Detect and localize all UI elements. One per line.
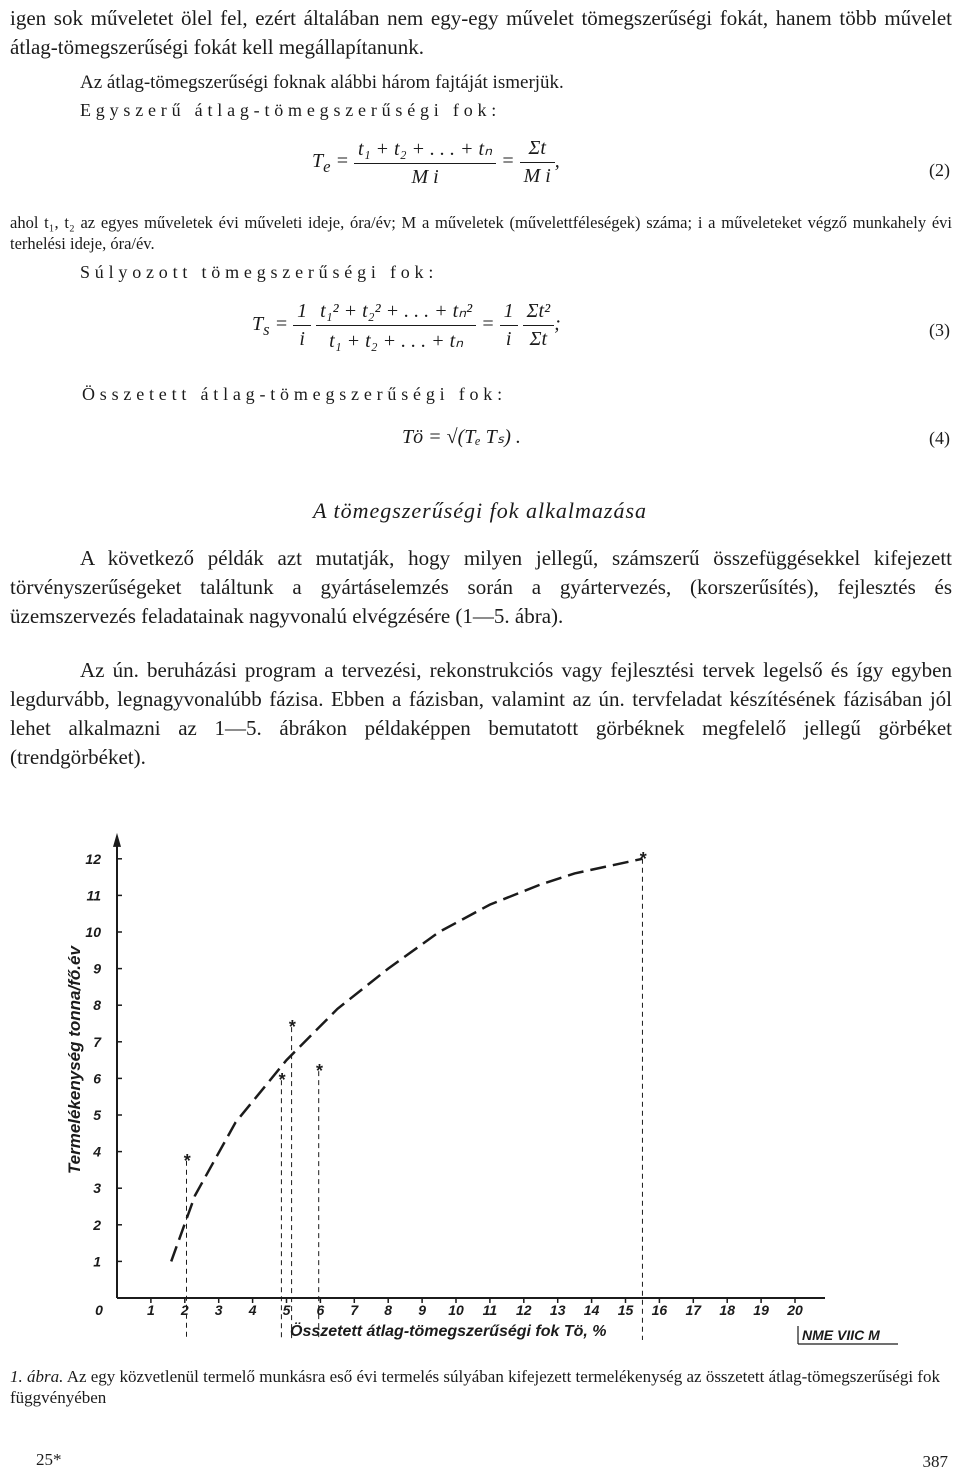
equation-2: $T_e$ = $\frac{\text{t₁ + t₂ + . . . + tₙ}}{\text{M i}}$ = $\frac{\Sigma t}{\text{M i}}$ , bbox=[312, 137, 560, 188]
paragraph-where: ahol t₁, t₂ az egyes műveletek évi műveleti ideje, óra/év; M a műveletek (művelettféleségek) száma; i a műveleteket végző munkahely évi terhelési ideje, óra/év. bbox=[10, 213, 952, 253]
y-tick-label: 2 bbox=[93, 1216, 101, 1233]
eq2-fraction-2 bbox=[520, 137, 555, 188]
subheading-combined: Összetett átlag-tömegszerűségi fok: bbox=[82, 384, 507, 404]
eq2-fraction bbox=[354, 136, 496, 189]
y-tick-label: 12 bbox=[85, 850, 101, 867]
paragraph-intro: igen sok műveletet ölel fel, ezért általában nem egy-egy művelet tömegszerűségi fokát, hanem több művelet átlag-tömegszerűségi fokát kell megállapítanunk. bbox=[10, 6, 952, 59]
eq2-numerator-2: Σt bbox=[520, 137, 555, 163]
chart-curve bbox=[171, 859, 642, 1262]
x-tick-label: 8 bbox=[384, 1302, 393, 1318]
equation-4: Tö = √(Tₑ Tₛ) . bbox=[402, 426, 521, 448]
data-point-star: * bbox=[182, 1150, 191, 1171]
x-tick-label: 2 bbox=[180, 1302, 189, 1318]
eq2-denominator-2: M i bbox=[523, 165, 551, 187]
y-tick-label: 8 bbox=[93, 997, 101, 1014]
data-point-star: * bbox=[288, 1017, 296, 1038]
x-tick-label: 3 bbox=[214, 1302, 223, 1318]
eq3-numerator: t₁² + t₂² + . . . + tₙ² bbox=[316, 298, 476, 326]
subheading-weighted: Súlyozott tömegszerűségi fok: bbox=[80, 262, 439, 282]
caption-text: Az egy közvetlenül termelő munkásra eső évi termelés súlyában kifejezett termelékenység az összetett átlag-tömegszerűségi fok függvényében bbox=[10, 1367, 940, 1407]
page-number: 387 bbox=[922, 1452, 948, 1471]
trend-curve bbox=[171, 859, 642, 1262]
eq2-numerator: t₁ + t₂ + . . . + tₙ bbox=[354, 136, 496, 164]
eq3-coef-1-num: 1 bbox=[293, 300, 311, 326]
x-tick-label: 0 bbox=[95, 1302, 103, 1318]
x-tick-label: 17 bbox=[685, 1302, 702, 1318]
x-axis-label: Összetett átlag-tömegszerűségi fok Tö, % bbox=[290, 1323, 607, 1340]
eq3-coef-1-den: i bbox=[299, 328, 305, 350]
eq3-lhs-sub: s bbox=[263, 320, 270, 340]
x-tick-label: 7 bbox=[350, 1302, 359, 1318]
paragraph-types: Az átlag-tömegszerűségi foknak alábbi három fajtáját ismerjük. bbox=[80, 72, 564, 93]
y-tick-label: 4 bbox=[93, 1143, 101, 1160]
x-tick-label: 6 bbox=[316, 1302, 325, 1318]
equation-number-3: (3) bbox=[929, 320, 950, 340]
y-tick-label: 5 bbox=[93, 1107, 101, 1123]
y-tick-label: 3 bbox=[93, 1180, 101, 1197]
y-tick-label: 10 bbox=[85, 924, 101, 940]
x-tick-label: 16 bbox=[651, 1302, 668, 1318]
y-tick-label: 11 bbox=[86, 887, 101, 904]
data-point-star: * bbox=[277, 1070, 285, 1091]
x-tick-label: 10 bbox=[448, 1302, 464, 1318]
stamp-label: NME VIIC M bbox=[802, 1327, 880, 1343]
chart-labels bbox=[65, 848, 898, 1344]
x-tick-label: 12 bbox=[516, 1302, 532, 1318]
eq3-coef-2 bbox=[500, 300, 518, 351]
productivity-chart bbox=[0, 800, 960, 1360]
y-tick-label: 9 bbox=[93, 960, 101, 977]
section-heading: A tömegszerűségi fok alkalmazása bbox=[312, 498, 648, 523]
x-tick-label: 15 bbox=[617, 1302, 634, 1318]
eq3-numerator-2: Σt² bbox=[523, 300, 554, 326]
eq3-denominator: t₁ + t₂ + . . . + tₙ bbox=[329, 330, 464, 352]
y-tick-label: 7 bbox=[93, 1033, 101, 1050]
x-tick-label: 20 bbox=[787, 1302, 803, 1318]
equation-3: $T_s$ = $\frac{1}{i}$ $\frac{\text{t₁² + t₂² + . . . + tₙ²}}{\text{t₁ + t₂ + . . . + tₙ}}$ = $\frac{1}{i}$ $\frac{\text{Σt²}}{\Sigma t}$ ; bbox=[252, 300, 561, 352]
x-tick-label: 18 bbox=[719, 1302, 735, 1318]
eq3-coef-2-num: 1 bbox=[500, 300, 518, 326]
x-tick-label: 14 bbox=[583, 1302, 600, 1318]
x-tick-label: 13 bbox=[549, 1302, 566, 1318]
x-tick-label: 5 bbox=[282, 1302, 291, 1318]
eq3-coef-2-den: i bbox=[505, 328, 512, 350]
x-tick-label: 11 bbox=[482, 1302, 498, 1318]
x-tick-label: 9 bbox=[418, 1302, 426, 1318]
eq3-fraction bbox=[316, 298, 476, 353]
y-tick-label: 6 bbox=[93, 1070, 101, 1087]
eq2-lhs: T bbox=[312, 150, 324, 173]
eq3-lhs: T bbox=[252, 313, 264, 336]
equation-number-4: (4) bbox=[929, 428, 950, 448]
x-tick-label: 4 bbox=[248, 1302, 257, 1318]
eq3-fraction-2 bbox=[523, 300, 554, 351]
footer-signature: 25* bbox=[36, 1450, 62, 1469]
eq3-denominator-2: Σt bbox=[529, 328, 548, 350]
paragraph-investment: Az ún. beruházási program a tervezési, rekonstrukciós vagy fejlesztési tervek legelső és így egyben legdurvább, legnagyvonalúbb fázisa. Ebben a fázisban, valamint az ún. tervfeladat készítésének fázisában jól lehet alkalmazni az 1—5. ábrákon példaképpen bemutatott görbéknek megfelelő jellegű görbéket (trendgörbéket). bbox=[10, 658, 952, 769]
subheading-simple: Egyszerű átlag-tömegszerűségi fok: bbox=[80, 100, 502, 120]
caption-label: 1. ábra. bbox=[10, 1367, 64, 1386]
y-axis-arrow bbox=[113, 833, 121, 847]
x-tick-label: 19 bbox=[753, 1302, 769, 1318]
y-axis-label: Termelékenység tonna/fő.év bbox=[65, 946, 84, 1175]
chart-points bbox=[183, 849, 647, 1171]
y-tick-label: 1 bbox=[93, 1253, 101, 1270]
eq2-lhs-sub: e bbox=[323, 157, 331, 177]
eq3-coef-1 bbox=[293, 300, 311, 351]
eq2-denominator: M i bbox=[411, 166, 439, 188]
chart-guide-lines bbox=[186, 859, 642, 1340]
figure-caption bbox=[10, 1366, 955, 1408]
data-point-star: * bbox=[315, 1061, 323, 1082]
equation-number-2: (2) bbox=[929, 160, 950, 180]
paragraph-examples: A következő példák azt mutatják, hogy milyen jellegű, számszerű összefüggésekkel kifejezett törvényszerűségeket találtunk a gyártáselemzés során a gyártervezés, (korszerűsítés), fejlesztés és üzemszervezés feladatainak nagyvonalú elvégzésére (1—5. ábra). bbox=[10, 546, 952, 628]
data-point-star: * bbox=[638, 848, 646, 869]
x-tick-label: 1 bbox=[147, 1302, 155, 1318]
chart-axes bbox=[113, 833, 825, 1303]
